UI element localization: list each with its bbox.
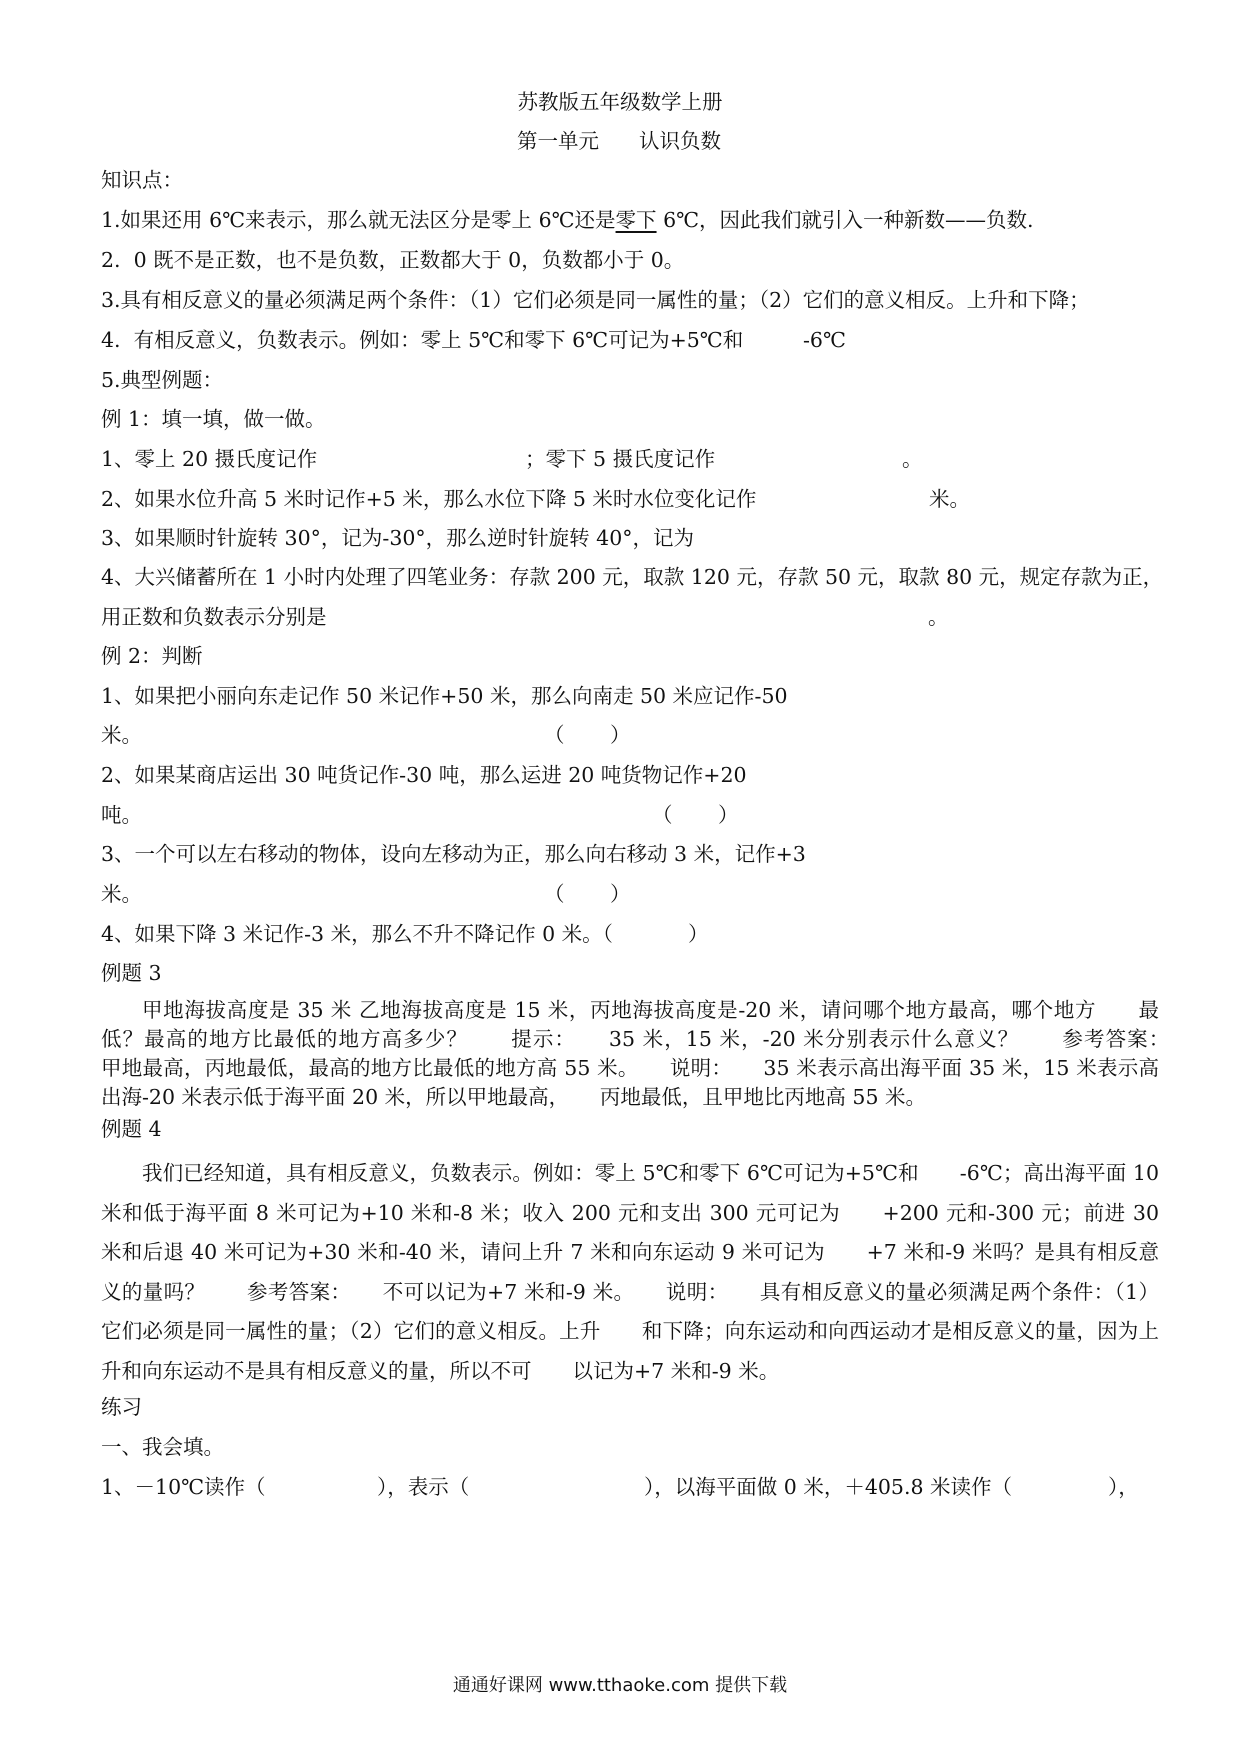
unit-topic: 认识负数 (639, 129, 721, 153)
example-1-q1-end: 。 (902, 447, 923, 471)
knowledge-point-4-neg: -6℃ (803, 328, 846, 352)
example-2-q2-cont: 吨。 (101, 803, 142, 827)
unit-label: 第一单元 (517, 129, 599, 153)
example-1-q2-unit: 米。 (929, 487, 970, 511)
knowledge-point-5: 5.典型例题： (101, 368, 224, 392)
knowledge-point-1: 1.如果还用 6℃来表示，那么就无法区分是零上 6℃还是零下 6℃，因此我们就引入一种新数——负数. (101, 208, 1034, 232)
knowledge-point-4: 4. 有相反意义，负数表示。例如：零上 5℃和零下 6℃可记为+5℃和 (101, 328, 744, 352)
example-3-title: 例题 3 (101, 961, 162, 985)
answer-paren-close: ） (610, 723, 631, 747)
practice-q1-part2: ），表示（ (377, 1475, 470, 1499)
example-4-body: 我们已经知道，具有相反意义，负数表示。例如：零上 5℃和零下 6℃可记为+5℃和 -6℃；高出海平面 10 米和低于海平面 8 米可记为+10 米和-8 米；收入 200 元和支出 300 元可记为 +200 元和-300 元；前进 30 米和后退 40 米可记为+30 米和-40 米，请问上升 7 米和向东运动 9 米可记为 +7 米和-9 米吗？是具有相反意义的量吗？ 参考答案： 不可以记为+7 米和-9 米。 说明： 具有相反意义的量必须满足两个条件：（1）它们必须是同一属性的量；（2）它们的意义相反。上升 和下降；向东运动和向西运动才是相反意义的量，因为上升和向东运动不是具有相反意义的量，所以不可 以记为+7 米和-9 米。 (101, 1161, 1159, 1383)
knowledge-point-2: 2. 0 既不是正数，也不是负数，正数都大于 0，负数都小于 0。 (101, 248, 685, 272)
answer-paren-close: ） (718, 803, 739, 827)
example-4-title: 例题 4 (101, 1117, 162, 1141)
knowledge-heading: 知识点： (101, 168, 183, 192)
example-1-q3: 3、如果顺时针旋转 30°，记为-30°，那么逆时针旋转 40°，记为 (101, 526, 695, 550)
example-3-body: 甲地海拔高度是 35 米 乙地海拔高度是 15 米，丙地海拔高度是-20 米，请问哪个地方最高，哪个地方 最低？最高的地方比最低的地方高多少？ 提示： 35 米，15 米，-20 米分别表示什么意义？ 参考答案： 甲地最高，丙地最低，最高的地方比最低的地方高 55 米。 说明： 35 米表示高出海平面 35 米，15 米表示高出海-20 米表示低于海平面 20 米，所以甲地最高， 丙地最低，且甲地比丙地高 55 米。 (101, 998, 1200, 1109)
example-1-q1-part2: ；零下 5 摄氏度记作 (525, 447, 716, 471)
example-1-q4-cont: 用正数和负数表示分别是 (101, 605, 327, 629)
example-2-q3: 3、一个可以左右移动的物体，设向左移动为正，那么向右移动 3 米，记作+3 (101, 842, 806, 866)
answer-paren-close: ） (610, 882, 631, 906)
practice-part-1: 一、我会填。 (101, 1435, 224, 1459)
example-2-q3-cont: 米。 (101, 882, 142, 906)
footer: 通通好课网 www.tthaoke.com 提供下载 (452, 1675, 788, 1696)
answer-paren-open: （ (544, 723, 565, 747)
example-2-q2: 2、如果某商店运出 30 吨货记作-30 吨，那么运进 20 吨货物记作+20 (101, 763, 747, 787)
example-2-title: 例 2：判断 (101, 644, 203, 668)
example-2-q4: 4、如果下降 3 米记作-3 米，那么不升不降记作 0 米。（ (101, 922, 613, 946)
example-1-title: 例 1：填一填，做一做。 (101, 407, 326, 431)
example-1-q4: 4、大兴储蓄所在 1 小时内处理了四笔业务：存款 200 元，取款 120 元，存款 50 元，取款 80 元，规定存款为正， (101, 565, 1164, 589)
example-1-q4-end: 。 (928, 605, 949, 629)
practice-q1: 1、－10℃读作（ (101, 1475, 266, 1499)
example-1-q2: 2、如果水位升高 5 米时记作+5 米，那么水位下降 5 米时水位变化记作 (101, 487, 757, 511)
page-title: 苏教版五年级数学上册 (517, 90, 723, 114)
answer-paren-open: （ (652, 803, 673, 827)
example-2-q1: 1、如果把小丽向东走记作 50 米记作+50 米，那么向南走 50 米应记作-50 (101, 684, 788, 708)
underlined-term: 零下 (615, 208, 657, 232)
example-1-q1: 1、零上 20 摄氏度记作 (101, 447, 318, 471)
practice-q1-part3: ），以海平面做 0 米，＋405.8 米读作（ (644, 1475, 1013, 1499)
example-2-q1-cont: 米。 (101, 723, 142, 747)
practice-q1-end: ）， (1108, 1475, 1139, 1499)
answer-paren-open: （ (544, 882, 565, 906)
knowledge-point-3: 3.具有相反意义的量必须满足两个条件：（1）它们必须是同一属性的量；（2）它们的意义相反。上升和下降； (101, 288, 1090, 312)
practice-heading: 练习 (101, 1395, 142, 1419)
answer-paren-close: ） (688, 922, 709, 946)
